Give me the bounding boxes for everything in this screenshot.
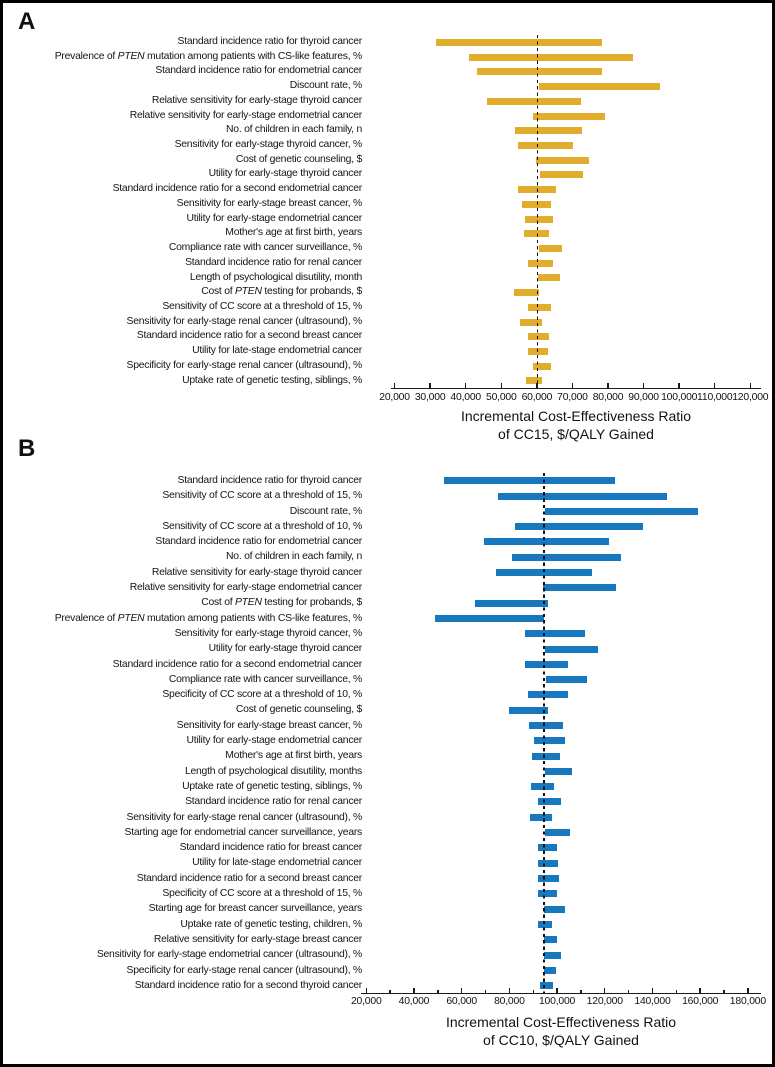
category-label: Specificity for early-stage renal cancer (ultrasound), % xyxy=(126,359,362,371)
tornado-bar xyxy=(498,493,667,500)
x-axis-minor-tick xyxy=(389,990,390,993)
tornado-bar xyxy=(528,691,567,698)
category-label: Specificity for early-stage renal cancer (ultrasound), % xyxy=(126,964,362,976)
x-axis-tick-label: 80,000 xyxy=(592,392,624,403)
tornado-bar xyxy=(514,289,539,296)
category-label: Standard incidence ratio for a second breast cancer xyxy=(136,330,362,342)
tornado-bar xyxy=(540,171,583,178)
category-label: Standard incidence ratio for thyroid cancer xyxy=(177,36,362,47)
category-label: Uptake rate of genetic testing, siblings, % xyxy=(182,780,362,792)
tornado-bar xyxy=(475,600,547,607)
category-label: Compliance rate with cancer surveillance, % xyxy=(168,673,362,685)
tornado-bar xyxy=(469,54,633,61)
category-label: Relative sensitivity for early-stage breast cancer xyxy=(153,933,362,945)
x-axis-tick-label: 100,000 xyxy=(538,996,576,1007)
panel-a-axis-title xyxy=(391,407,761,443)
tornado-bar xyxy=(484,538,609,545)
x-axis-tick-label: 50,000 xyxy=(485,392,517,403)
x-axis-major-tick xyxy=(652,988,653,993)
category-label: Standard incidence ratio for endometrial cancer xyxy=(155,536,362,548)
category-label: Standard incidence ratio for a second breast cancer xyxy=(136,872,362,884)
category-label: Uptake rate of genetic testing, siblings, % xyxy=(182,374,362,386)
category-label: Mother's age at first birth, years xyxy=(225,227,362,239)
category-label: Relative sensitivity for early-stage thyroid cancer xyxy=(151,94,362,106)
category-label: Utility for early-stage endometrial cancer xyxy=(186,735,362,747)
x-axis-tick-label: 20,000 xyxy=(379,392,410,403)
category-label: Sensitivity of CC score at a threshold of 15, % xyxy=(162,300,362,312)
tornado-bar xyxy=(515,523,643,530)
x-axis-major-tick xyxy=(413,988,414,993)
tornado-bar xyxy=(539,245,563,252)
category-label: Utility for early-stage endometrial cancer xyxy=(186,212,362,224)
tornado-bar xyxy=(538,890,557,897)
category-label: Compliance rate with cancer surveillance, % xyxy=(168,242,362,254)
category-label: Mother's age at first birth, years xyxy=(225,750,362,762)
x-axis-major-tick xyxy=(366,988,367,993)
category-label: Length of psychological disutility, months xyxy=(184,765,362,777)
category-label: Standard incidence ratio for renal cancer xyxy=(185,256,362,268)
panel-a-letter: A xyxy=(18,8,36,35)
panel-b-plot-area xyxy=(361,473,761,994)
category-label: Sensitivity for early-stage endometrial cancer (ultrasound), % xyxy=(96,949,362,961)
tornado-bar xyxy=(534,737,565,744)
tornado-bar xyxy=(509,707,548,714)
x-axis-tick-label: 120,000 xyxy=(586,996,623,1007)
category-label: Standard incidence ratio for breast cancer xyxy=(179,842,362,854)
x-axis-tick-label: 70,000 xyxy=(557,392,588,403)
tornado-bar xyxy=(545,646,598,653)
panel-a-axis-title-line2: of CC15, $/QALY Gained xyxy=(498,426,654,442)
category-label: Standard incidence ratio for thyroid cancer xyxy=(177,475,362,486)
baseline-dashed-line xyxy=(543,473,545,993)
tornado-bar xyxy=(544,936,557,943)
category-label: Utility for early-stage thyroid cancer xyxy=(208,643,362,655)
tornado-bar xyxy=(528,304,550,311)
category-label: Discount rate, % xyxy=(289,80,362,92)
category-label: Sensitivity for early-stage breast cancer, % xyxy=(176,719,362,731)
x-axis-tick-label: 90,000 xyxy=(628,392,659,403)
tornado-bar xyxy=(544,967,556,974)
category-label: Standard incidence ratio for renal cancer xyxy=(185,796,362,808)
category-label: Utility for late-stage endometrial cancer xyxy=(192,857,362,869)
x-axis-major-tick xyxy=(394,383,395,388)
tornado-bar xyxy=(533,363,551,370)
tornado-bar xyxy=(532,753,560,760)
x-axis-minor-tick xyxy=(580,990,581,993)
tornado-bar xyxy=(528,333,549,340)
category-label: Cost of genetic counseling, $ xyxy=(235,153,362,165)
tornado-bar xyxy=(536,157,589,164)
tornado-bar xyxy=(545,829,570,836)
tornado-bar xyxy=(525,661,568,668)
tornado-bar xyxy=(538,844,557,851)
x-axis-tick-label: 60,000 xyxy=(446,996,477,1007)
category-label: No. of children in each family, n xyxy=(226,551,362,563)
x-axis-major-tick xyxy=(461,988,462,993)
x-axis-major-tick xyxy=(604,988,605,993)
tornado-bar xyxy=(526,377,542,384)
category-label: Sensitivity for early-stage renal cancer (ultrasound), % xyxy=(126,315,362,327)
tornado-bar xyxy=(518,142,574,149)
x-axis-major-tick xyxy=(509,988,510,993)
tornado-bar xyxy=(533,113,605,120)
tornado-bar xyxy=(487,98,582,105)
category-label: Starting age for breast cancer surveillance, years xyxy=(148,903,362,915)
tornado-bar xyxy=(530,814,552,821)
x-axis-minor-tick xyxy=(723,990,724,993)
panel-b-axis-title xyxy=(361,1013,761,1049)
tornado-bar xyxy=(539,83,660,90)
x-axis-major-tick xyxy=(747,988,748,993)
category-label: Relative sensitivity for early-stage thyroid cancer xyxy=(151,566,362,578)
x-axis-minor-tick xyxy=(628,990,629,993)
panel-b-axis-title-line2: of CC10, $/QALY Gained xyxy=(483,1032,639,1048)
tornado-bar xyxy=(444,477,614,484)
category-label: Sensitivity for early-stage renal cancer (ultrasound), % xyxy=(126,811,362,823)
x-axis-tick-label: 40,000 xyxy=(398,996,430,1007)
x-axis-tick-label: 20,000 xyxy=(350,996,382,1007)
category-label: Sensitivity of CC score at a threshold of 15, % xyxy=(162,490,362,502)
tornado-bar xyxy=(538,274,560,281)
category-label: Sensitivity for early-stage breast cancer, % xyxy=(176,197,362,209)
tornado-bar xyxy=(529,722,562,729)
tornado-bar xyxy=(515,127,583,134)
category-label: Length of psychological disutility, month xyxy=(189,271,362,283)
category-label: Standard incidence ratio for endometrial cancer xyxy=(155,65,362,77)
tornado-bar xyxy=(436,39,603,46)
panel-a-category-labels xyxy=(11,35,362,388)
x-axis-major-tick xyxy=(678,383,679,388)
x-axis-major-tick xyxy=(429,383,430,388)
panel-a-plot-area xyxy=(391,35,761,389)
x-axis-tick-label: 100,000 xyxy=(661,392,698,403)
x-axis-tick-label: 160,000 xyxy=(682,996,719,1007)
x-axis-minor-tick xyxy=(437,990,438,993)
tornado-bar xyxy=(540,982,552,989)
x-axis-tick-label: 110,000 xyxy=(697,392,733,403)
x-axis-major-tick xyxy=(714,383,715,388)
x-axis-tick-label: 40,000 xyxy=(450,392,481,403)
category-label: Specificity of CC score at a threshold of 10, % xyxy=(162,689,362,701)
category-label: No. of children in each family, n xyxy=(226,124,362,136)
category-label: Uptake rate of genetic testing, children, % xyxy=(180,918,362,930)
category-label: Sensitivity of CC score at a threshold of 10, % xyxy=(162,520,362,532)
x-axis-major-tick xyxy=(643,383,644,388)
panel-b-axis-tick-labels xyxy=(350,996,766,1009)
tornado-bar xyxy=(525,216,553,223)
x-axis-major-tick xyxy=(556,988,557,993)
x-axis-tick-label: 80,000 xyxy=(494,996,525,1007)
category-label: Standard incidence ratio for a second thyroid cancer xyxy=(134,979,362,991)
x-axis-tick-label: 60,000 xyxy=(521,392,553,403)
x-axis-major-tick xyxy=(699,988,700,993)
tornado-bar xyxy=(538,875,559,882)
category-label: Starting age for endometrial cancer surveillance, years xyxy=(124,826,362,838)
x-axis-major-tick xyxy=(465,383,466,388)
panel-a-axis-tick-labels xyxy=(379,392,769,405)
category-label: Relative sensitivity for early-stage endometrial cancer xyxy=(129,109,362,121)
tornado-bar xyxy=(512,554,621,561)
panel-b-axis-title-line1: Incremental Cost-Effectiveness Ratio xyxy=(445,1014,677,1030)
category-label: Cost of genetic counseling, $ xyxy=(235,704,362,716)
tornado-bar xyxy=(520,319,542,326)
category-label: Cost of PTEN testing for probands, $ xyxy=(201,286,362,298)
category-label: Utility for early-stage thyroid cancer xyxy=(208,168,362,180)
category-label: Utility for late-stage endometrial cancer xyxy=(192,345,362,357)
x-axis-minor-tick xyxy=(676,990,677,993)
category-label: Discount rate, % xyxy=(289,505,362,517)
x-axis-minor-tick xyxy=(485,990,486,993)
tornado-bar xyxy=(525,630,585,637)
tornado-bar xyxy=(545,768,572,775)
tornado-bar xyxy=(544,906,565,913)
x-axis-minor-tick xyxy=(533,990,534,993)
x-axis-major-tick xyxy=(536,383,537,388)
x-axis-tick-label: 120,000 xyxy=(732,392,769,403)
category-label: Relative sensitivity for early-stage endometrial cancer xyxy=(129,582,362,594)
baseline-dashed-line xyxy=(537,35,539,388)
panel-a-axis-title-line1: Incremental Cost-Effectiveness Ratio xyxy=(460,408,692,424)
tornado-bar xyxy=(544,952,561,959)
category-label: Sensitivity for early-stage thyroid cancer, % xyxy=(174,627,362,639)
panel-b-category-labels xyxy=(11,473,362,993)
x-axis-major-tick xyxy=(501,383,502,388)
tornado-bar xyxy=(543,584,616,591)
x-axis-tick-label: 140,000 xyxy=(634,996,671,1007)
category-label: Specificity of CC score at a threshold of 15, % xyxy=(162,888,362,900)
tornado-bar xyxy=(545,508,698,515)
x-axis-tick-label: 180,000 xyxy=(729,996,766,1007)
category-label: Prevalence of PTEN mutation among patients with CS-like features, % xyxy=(54,612,362,624)
tornado-bar xyxy=(538,860,558,867)
x-axis-tick-label: 30,000 xyxy=(414,392,446,403)
x-axis-major-tick xyxy=(572,383,573,388)
tornado-bar xyxy=(546,676,587,683)
x-axis-major-tick xyxy=(607,383,608,388)
category-label: Standard incidence ratio for a second endometrial cancer xyxy=(112,183,362,195)
category-label: Cost of PTEN testing for probands, $ xyxy=(201,597,362,609)
category-label: Prevalence of PTEN mutation among patients with CS-like features, % xyxy=(54,50,362,62)
category-label: Sensitivity for early-stage thyroid cancer, % xyxy=(174,139,362,151)
tornado-bar xyxy=(538,798,561,805)
panel-b-letter: B xyxy=(18,435,36,462)
tornado-bar xyxy=(477,68,603,75)
category-label: Standard incidence ratio for a second endometrial cancer xyxy=(112,658,362,670)
x-axis-major-tick xyxy=(750,383,751,388)
tornado-bar xyxy=(528,260,552,267)
tornado-bar xyxy=(435,615,544,622)
